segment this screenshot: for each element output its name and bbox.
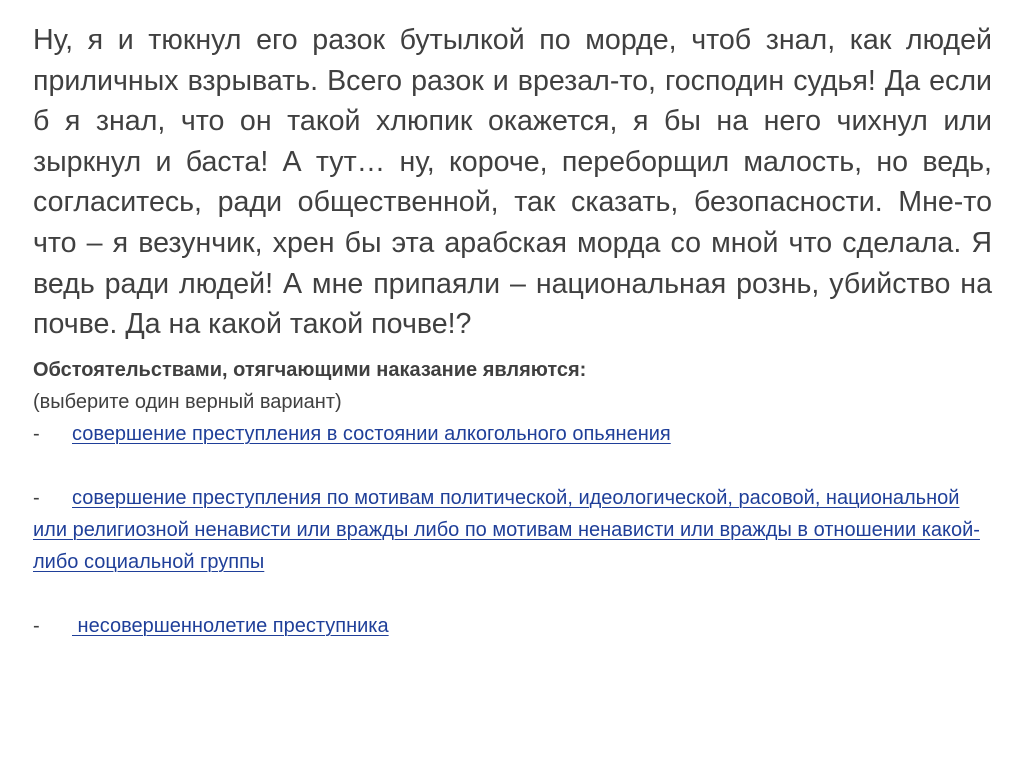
answer-link-minor[interactable]: несовершеннолетие преступника bbox=[72, 614, 389, 637]
question-title: Обстоятельствами, отягчающими наказание являются: bbox=[33, 358, 587, 381]
option-dash: - bbox=[33, 614, 40, 637]
question-hint: (выберите один верный вариант) bbox=[33, 390, 342, 413]
answer-option-1 bbox=[33, 418, 992, 450]
option-dash: - bbox=[33, 422, 40, 445]
option-dash: - bbox=[33, 486, 40, 509]
answer-link-alcohol[interactable]: совершение преступления в состоянии алкогольного опьянения bbox=[72, 422, 671, 445]
answer-option-2 bbox=[33, 482, 992, 578]
answer-link-hatred-motive[interactable]: совершение преступления по мотивам политической, идеологической, расовой, национальной или религиозной ненависти или вражды либо по мотивам ненависти или вражды в отношении какой-либо социальной группы bbox=[33, 486, 980, 573]
answer-option-3 bbox=[33, 610, 992, 642]
story-paragraph: Ну, я и тюкнул его разок бутылкой по морде, чтоб знал, как людей приличных взрывать. Всего разок и врезал-то, господин судья! Да если б я знал, что он такой хлюпик окажется, я бы на него чихнул или зыркнул и баста! А тут… ну, короче, переборщил малость, но ведь, согласитесь, ради общественной, так сказать, безопасности. Мне-то что – я везунчик, хрен бы эта арабская морда со мной что сделала. Я ведь ради людей! А мне припаяли – национальная рознь, убийство на почве. Да на какой такой почве!? bbox=[33, 24, 992, 341]
